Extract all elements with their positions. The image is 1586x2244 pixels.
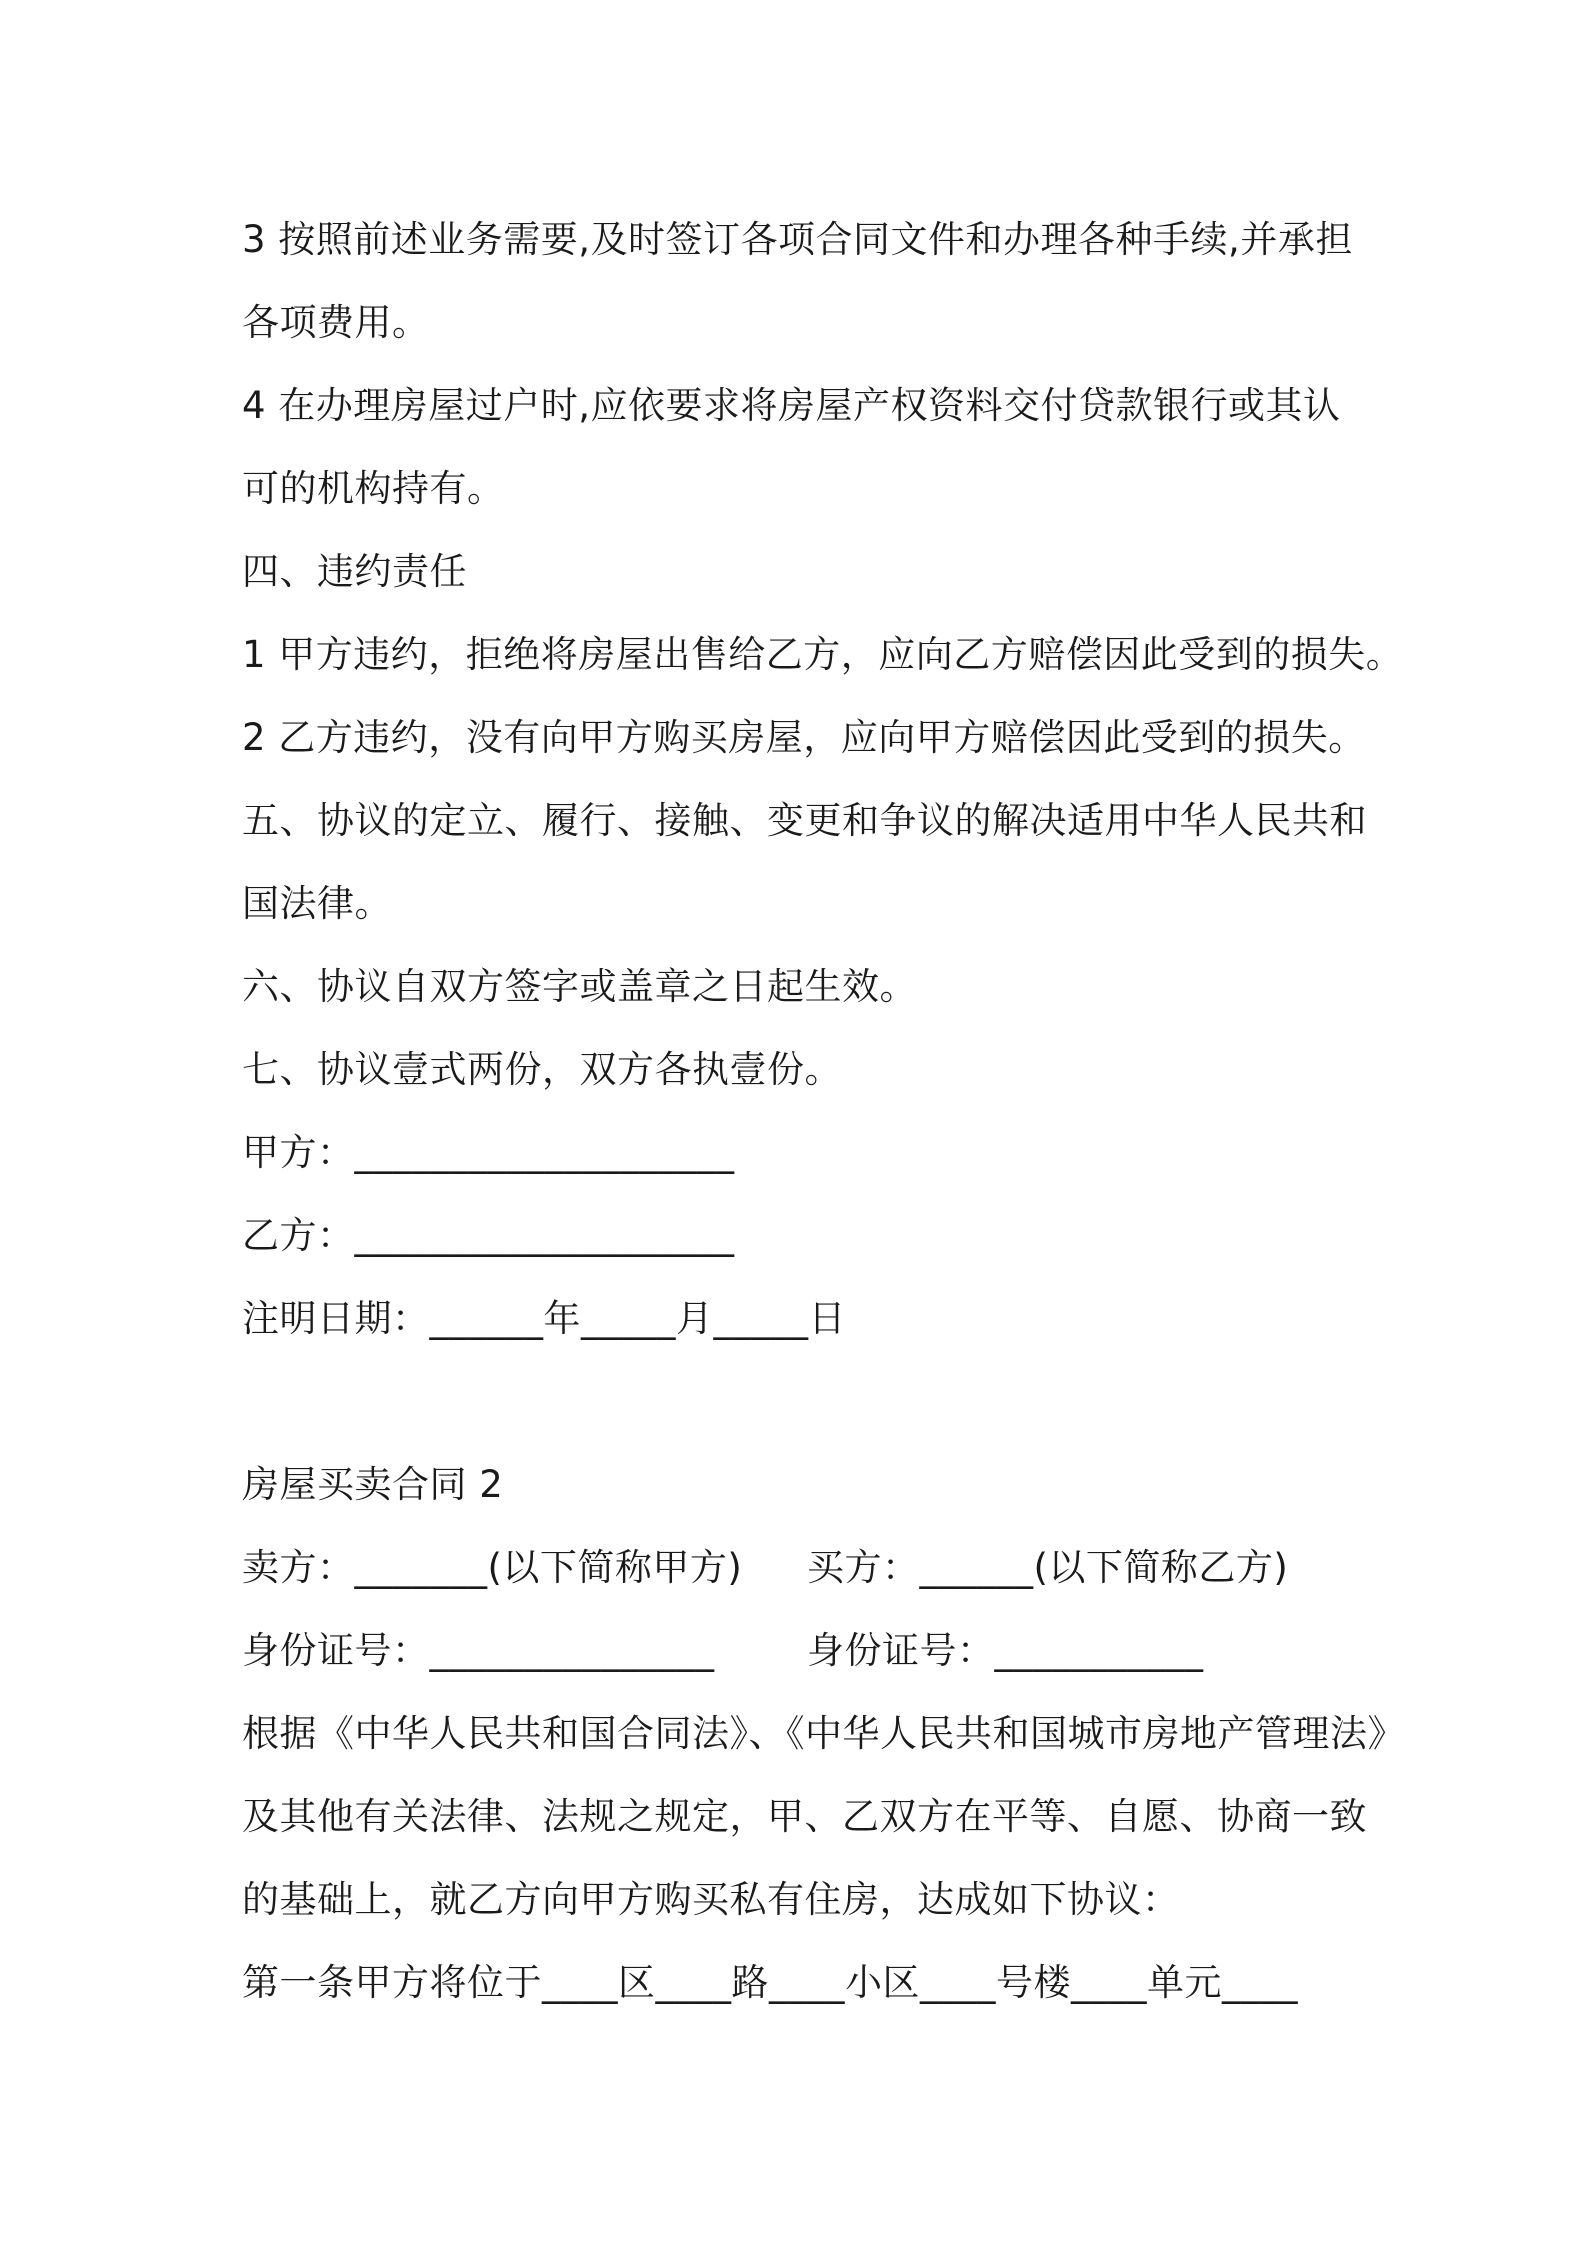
section-heading-breach: 四、违约责任 [242, 550, 467, 593]
document-page [242, 198, 1405, 2024]
clause-4-line-2: 可的机构持有。 [242, 467, 505, 510]
buyer-id-field: 身份证号：___________ [807, 1629, 1204, 1672]
section-5-line-1: 五、协议的定立、履行、接触、变更和争议的解决适用中华人民共和 [242, 799, 1367, 842]
breach-clause-1: 1 甲方违约，拒绝将房屋出售给乙方，应向乙方赔偿因此受到的损失。 [242, 633, 1404, 676]
preamble-line-3: 的基础上，就乙方向甲方购买私有住房，达成如下协议： [242, 1878, 1180, 1921]
buyer-field: 买方：______(以下简称乙方) [807, 1546, 1289, 1589]
section-6: 六、协议自双方签字或盖章之日起生效。 [242, 965, 917, 1008]
parties-row [242, 1526, 1362, 1609]
contract-2-title: 房屋买卖合同 2 [242, 1463, 504, 1506]
breach-clause-2: 2 乙方违约，没有向甲方购买房屋，应向甲方赔偿因此受到的损失。 [242, 716, 1366, 759]
party-a-signature-line: 甲方：____________________ [242, 1131, 735, 1174]
section-5-line-2: 国法律。 [242, 882, 392, 925]
clause-3-line-1: 3 按照前述业务需要,及时签订各项合同文件和办理各种手续,并承担 [242, 218, 1353, 261]
clause-4-line-1: 4 在办理房屋过户时,应依要求将房屋产权资料交付贷款银行或其认 [242, 384, 1341, 427]
seller-field: 卖方：_______(以下简称甲方) [242, 1546, 743, 1589]
section-7: 七、协议壹式两份，双方各执壹份。 [242, 1048, 842, 1091]
article-1-line: 第一条甲方将位于____区____路____小区____号楼____单元____ [242, 1961, 1298, 2004]
id-row [242, 1609, 1362, 1692]
section-spacer [242, 1360, 1362, 1443]
preamble-line-1: 根据《中华人民共和国合同法》、《中华人民共和国城市房地产管理法》 [242, 1712, 1405, 1755]
date-line: 注明日期：______年_____月_____日 [242, 1297, 846, 1340]
seller-id-field: 身份证号：_______________ [242, 1629, 715, 1672]
preamble-line-2: 及其他有关法律、法规之规定，甲、乙双方在平等、自愿、协商一致 [242, 1795, 1367, 1838]
party-b-signature-line: 乙方：____________________ [242, 1214, 735, 1257]
clause-3-line-2: 各项费用。 [242, 301, 430, 344]
